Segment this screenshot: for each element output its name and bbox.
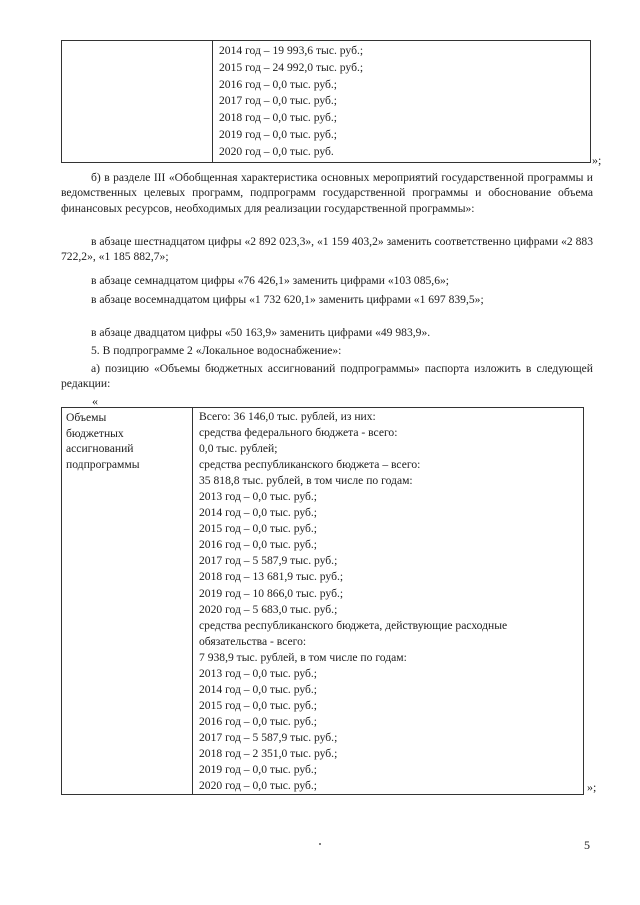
scan-speck [319, 843, 321, 845]
budget-line: 2013 год – 0,0 тыс. руб.; [199, 490, 318, 504]
budget-line: 2018 год – 13 681,9 тыс. руб.; [199, 570, 344, 584]
budget-line: средства федерального бюджета - всего: [199, 426, 398, 440]
top-table-line: 2016 год – 0,0 тыс. руб.; [219, 77, 338, 91]
budget-table-closing-quote: »; [587, 780, 597, 794]
budget-line: обязательства - всего: [199, 634, 307, 648]
top-table-line: 2018 год – 0,0 тыс. руб.; [219, 111, 338, 125]
label-line: Объемы [66, 411, 107, 424]
top-table-values-cell [213, 41, 591, 163]
budget-line: 2014 год – 0,0 тыс. руб.; [199, 682, 318, 696]
top-table-line: 2015 год – 24 992,0 тыс. руб.; [219, 60, 364, 74]
paragraph-subprogram-2: 5. В подпрограмме 2 «Локальное водоснабжение»: [91, 344, 342, 357]
budget-table-label-cell [62, 408, 193, 795]
budget-line: средства республиканского бюджета, действующие расходные [199, 618, 508, 632]
budget-line: 2013 год – 0,0 тыс. руб.; [199, 666, 318, 680]
paragraph-twentieth: в абзаце двадцатом цифры «50 163,9» заменить цифрами «49 983,9». [91, 326, 431, 339]
budget-line: 7 938,9 тыс. рублей, в том числе по годам: [199, 650, 407, 664]
budget-line: 2018 год – 2 351,0 тыс. руб.; [199, 746, 338, 760]
label-line: ассигнований [66, 442, 134, 456]
paragraph-position-a: а) позицию «Объемы бюджетных ассигнований подпрограммы» паспорта изложить в следующей редакции: [61, 362, 593, 391]
budget-line: 2016 год – 0,0 тыс. руб.; [199, 538, 318, 552]
top-table-line: 2017 год – 0,0 тыс. руб.; [219, 94, 338, 108]
paragraph-sixteenth: в абзаце шестнадцатом цифры «2 892 023,3», «1 159 403,2» заменить соответственно цифрами «2 883 722,2», «1 185 882,7»; [61, 235, 593, 264]
budget-line: средства республиканского бюджета – всего: [199, 458, 421, 472]
budget-line: 0,0 тыс. рублей; [199, 442, 278, 456]
budget-line: 2016 год – 0,0 тыс. руб.; [199, 714, 318, 728]
label-line: бюджетных [66, 426, 124, 440]
top-table-empty-cell [62, 41, 213, 163]
paragraph-section-iii: б) в разделе III «Обобщенная характеристика основных мероприятий государственной программы и ведомственных целевых программ, подпрограмм государственной программы и обоснование объема финансовых ресурсов, необходимых для реализации государственной программы»: [61, 171, 593, 215]
budget-line: 2017 год – 5 587,9 тыс. руб.; [199, 554, 338, 568]
paragraph-eighteenth: в абзаце восемнадцатом цифры «1 732 620,1» заменить цифрами «1 697 839,5»; [91, 293, 484, 306]
budget-line: 2020 год – 0,0 тыс. руб.; [199, 779, 318, 793]
budget-table-values-cell [193, 408, 584, 795]
budget-allocations-table [61, 407, 584, 795]
label-line: подпрограммы [66, 457, 140, 471]
budget-line: 35 818,8 тыс. рублей, в том числе по годам: [199, 474, 413, 488]
top-table-line: 2020 год – 0,0 тыс. руб. [219, 144, 334, 158]
opening-quote: « [92, 394, 98, 408]
budget-line: 2017 год – 5 587,9 тыс. руб.; [199, 730, 338, 744]
budget-line: 2019 год – 0,0 тыс. руб.; [199, 763, 318, 777]
budget-line: 2015 год – 0,0 тыс. руб.; [199, 698, 318, 712]
top-funding-table [61, 40, 591, 163]
top-table-closing-quote: »; [592, 153, 602, 167]
top-table-line: 2019 год – 0,0 тыс. руб.; [219, 127, 338, 141]
budget-line: 2014 год – 0,0 тыс. руб.; [199, 506, 318, 520]
budget-line: Всего: 36 146,0 тыс. рублей, из них: [199, 410, 376, 423]
budget-line: 2019 год – 10 866,0 тыс. руб.; [199, 586, 344, 600]
paragraph-seventeenth: в абзаце семнадцатом цифры «76 426,1» заменить цифрами «103 085,6»; [91, 274, 450, 287]
page-number: 5 [584, 838, 590, 852]
budget-line: 2020 год – 5 683,0 тыс. руб.; [199, 602, 338, 616]
top-table-line: 2014 год – 19 993,6 тыс. руб.; [219, 44, 364, 57]
budget-line: 2015 год – 0,0 тыс. руб.; [199, 522, 318, 536]
